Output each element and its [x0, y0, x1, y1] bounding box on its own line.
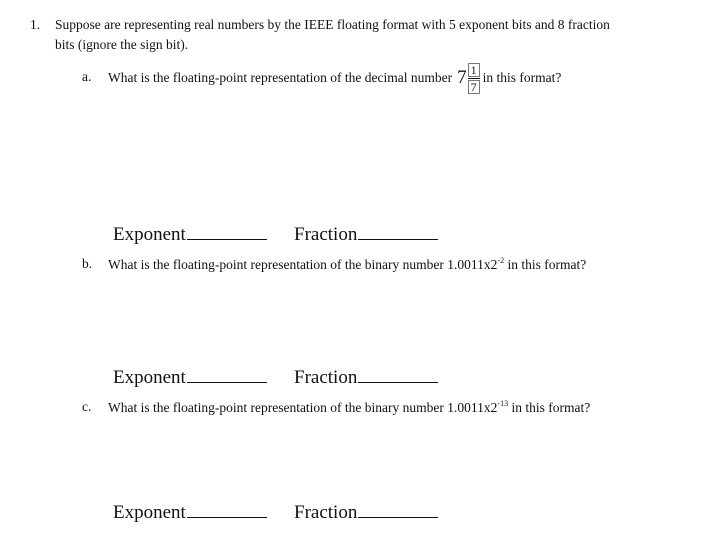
part-c-exponent: -13 — [497, 399, 509, 408]
exponent-blank[interactable] — [187, 225, 267, 240]
part-a-text-after: in this format? — [482, 70, 562, 85]
part-c-text-before: What is the floating-point representation of the binary number 1.0011x2 — [108, 400, 498, 415]
part-b-text-before: What is the floating-point representation of the binary number 1.0011x2 — [108, 257, 498, 272]
exponent-label: Exponent — [113, 224, 186, 245]
fraction-denominator: 7 — [468, 80, 480, 94]
question-number: 1. — [30, 17, 41, 32]
part-a-text-before: What is the floating-point representation of the decimal number — [108, 70, 453, 85]
exponent-blank[interactable] — [187, 368, 267, 383]
part-c-letter: c. — [82, 399, 92, 414]
fraction-blank[interactable] — [358, 368, 438, 383]
question-text-line1: Suppose are representing real numbers by the IEEE floating format with 5 exponent bits and 8 fraction — [55, 17, 610, 32]
part-a-question — [108, 58, 561, 98]
fraction-blank[interactable] — [358, 225, 438, 240]
fraction-label: Fraction — [294, 224, 358, 245]
part-b-exponent-answer — [113, 367, 267, 389]
part-b-exponent: -2 — [497, 256, 505, 265]
fraction-numerator: 1 — [468, 63, 480, 77]
part-c-question — [108, 399, 590, 416]
exponent-label: Exponent — [113, 502, 186, 523]
part-c-text-after: in this format? — [511, 400, 591, 415]
question-text-line2: bits (ignore the sign bit). — [55, 37, 189, 52]
mixed-number-fraction — [468, 63, 480, 94]
fraction-label: Fraction — [294, 367, 358, 388]
exponent-label: Exponent — [113, 367, 186, 388]
fraction-bar — [468, 78, 480, 79]
part-b-fraction-answer — [294, 367, 438, 389]
part-b-letter: b. — [82, 256, 93, 271]
exponent-blank[interactable] — [187, 503, 267, 518]
part-a-exponent-answer — [113, 224, 267, 246]
part-b-question — [108, 256, 586, 273]
part-c-exponent-answer — [113, 502, 267, 524]
part-c-fraction-answer — [294, 502, 438, 524]
fraction-label: Fraction — [294, 502, 358, 523]
part-b-text-after: in this format? — [507, 257, 587, 272]
part-a-fraction-answer — [294, 224, 438, 246]
part-a-letter: a. — [82, 69, 92, 84]
fraction-blank[interactable] — [358, 503, 438, 518]
mixed-number-whole: 7 — [457, 67, 467, 88]
